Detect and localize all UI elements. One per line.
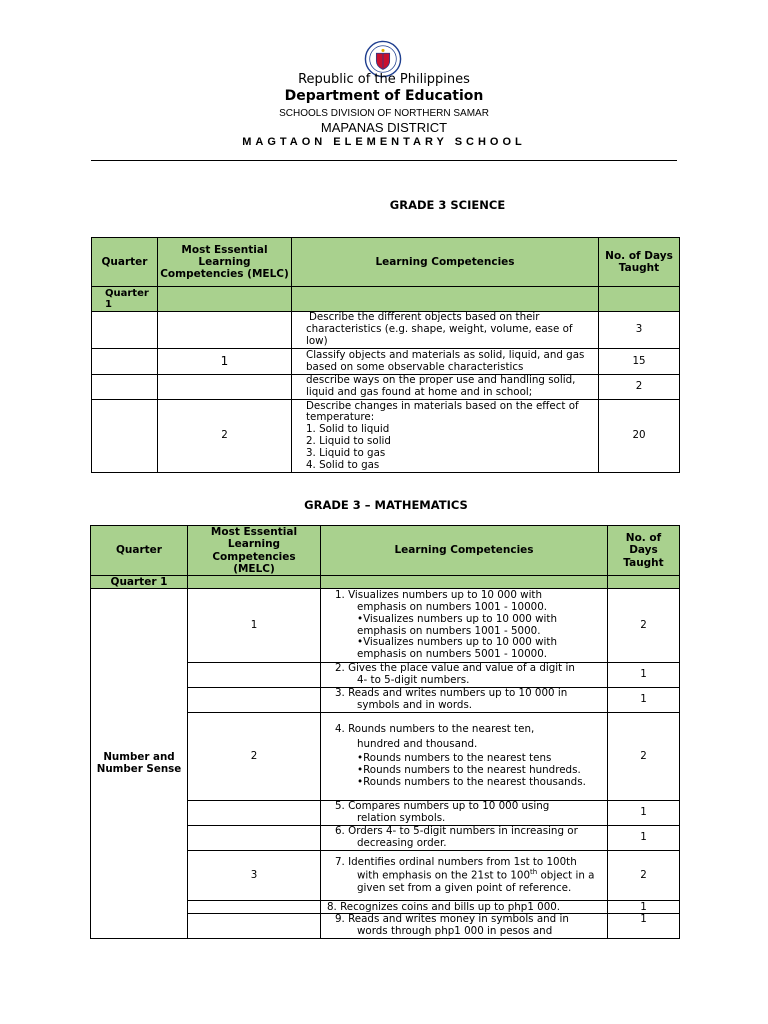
- math-header-row: [91, 526, 680, 576]
- math-competency-7: 7. Identifies ordinal numbers from 1st to 100th with emphasis on the 21st to 100th object in a given set from a given point of reference.: [321, 851, 608, 901]
- science-quarter-row: [92, 287, 680, 312]
- math-competency-3: 3. Reads and writes numbers up to 10 000 in symbols and in words.: [321, 688, 608, 713]
- science-competency-3: describe ways on the proper use and handling solid, liquid and gas found at home and in school;: [292, 375, 599, 400]
- science-days-1: 3: [599, 312, 680, 349]
- math-days-7: 2: [608, 851, 680, 901]
- table-row: [92, 349, 680, 375]
- science-header-row: [92, 238, 680, 287]
- math-days-5: 1: [608, 801, 680, 826]
- math-competency-5: 5. Compares numbers up to 10 000 using relation symbols.: [321, 801, 608, 826]
- math-competency-8: 8. Recognizes coins and bills up to php1 000.: [321, 901, 608, 914]
- header-division: SCHOOLS DIVISION OF NORTHERN SAMAR: [279, 108, 489, 119]
- math-competency-4: 4. Rounds numbers to the nearest ten, hundred and thousand. •Rounds numbers to the nearest tens •Rounds numbers to the nearest hundreds. •Rounds numbers to the nearest thousands.: [321, 713, 608, 801]
- header-district: MAPANAS DISTRICT: [320, 120, 448, 135]
- math-days-9: 1: [608, 914, 680, 939]
- table-row: [92, 400, 680, 473]
- science-quarter-label: Quarter 1: [92, 287, 158, 312]
- science-days-4: 20: [599, 400, 680, 473]
- table-row: [92, 375, 680, 400]
- math-melc-3: 3: [188, 851, 321, 901]
- header-department: Department of Education: [284, 88, 484, 104]
- math-header-quarter: Quarter: [91, 526, 188, 576]
- header-republic: Republic of the Philippines: [298, 72, 470, 87]
- table-row: [91, 589, 680, 663]
- header-divider: [91, 160, 677, 161]
- science-header-days: No. of Days Taught: [599, 238, 680, 287]
- math-quarter-label: Quarter 1: [91, 576, 188, 589]
- science-days-2: 15: [599, 349, 680, 375]
- science-days-3: 2: [599, 375, 680, 400]
- science-title: GRADE 3 SCIENCE: [389, 198, 506, 212]
- science-melc-1: 1: [158, 349, 292, 375]
- math-competency-9: 9. Reads and writes money in symbols and in words through php1 000 in pesos and: [321, 914, 608, 939]
- math-days-2: 1: [608, 663, 680, 688]
- math-competency-2: 2. Gives the place value and value of a digit in 4- to 5-digit numbers.: [321, 663, 608, 688]
- math-days-4: 2: [608, 713, 680, 801]
- math-days-6: 1: [608, 826, 680, 851]
- math-table: [90, 525, 680, 939]
- math-days-3: 1: [608, 688, 680, 713]
- math-competency-6: 6. Orders 4- to 5-digit numbers in increasing or decreasing order.: [321, 826, 608, 851]
- science-melc-2: 2: [158, 400, 292, 473]
- math-competency-1: 1. Visualizes numbers up to 10 000 with emphasis on numbers 1001 - 10000. •Visualizes numbers up to 10 000 with emphasis on numbers 1001 - 5000. •Visualizes numbers up to 10 000 with emphasis on numbers 5001 - 10000.: [321, 589, 608, 663]
- math-header-competencies: Learning Competencies: [321, 526, 608, 576]
- math-header-melc: Most Essential Learning Competencies (MELC): [188, 526, 321, 576]
- math-melc-1: 1: [188, 589, 321, 663]
- math-domain: Number and Number Sense: [91, 589, 188, 939]
- science-table: [91, 237, 680, 473]
- math-header-days: No. of Days Taught: [608, 526, 680, 576]
- science-header-quarter: Quarter: [92, 238, 158, 287]
- science-competency-4: Describe changes in materials based on the effect of temperature: 1. Solid to liquid 2. Liquid to solid 3. Liquid to gas 4. Solid to gas: [292, 400, 599, 473]
- science-header-competencies: Learning Competencies: [292, 238, 599, 287]
- math-quarter-row: [91, 576, 680, 589]
- math-title: GRADE 3 – MATHEMATICS: [304, 498, 468, 512]
- math-days-1: 2: [608, 589, 680, 663]
- header-school: MAGTAON ELEMENTARY SCHOOL: [242, 136, 526, 148]
- science-competency-1: Describe the different objects based on their characteristics (e.g. shape, weight, volume, ease of low): [292, 312, 599, 349]
- math-melc-2: 2: [188, 713, 321, 801]
- table-row: [92, 312, 680, 349]
- science-header-melc: Most Essential Learning Competencies (MELC): [158, 238, 292, 287]
- science-competency-2: Classify objects and materials as solid, liquid, and gas based on some observable characteristics: [292, 349, 599, 375]
- math-days-8: 1: [608, 901, 680, 914]
